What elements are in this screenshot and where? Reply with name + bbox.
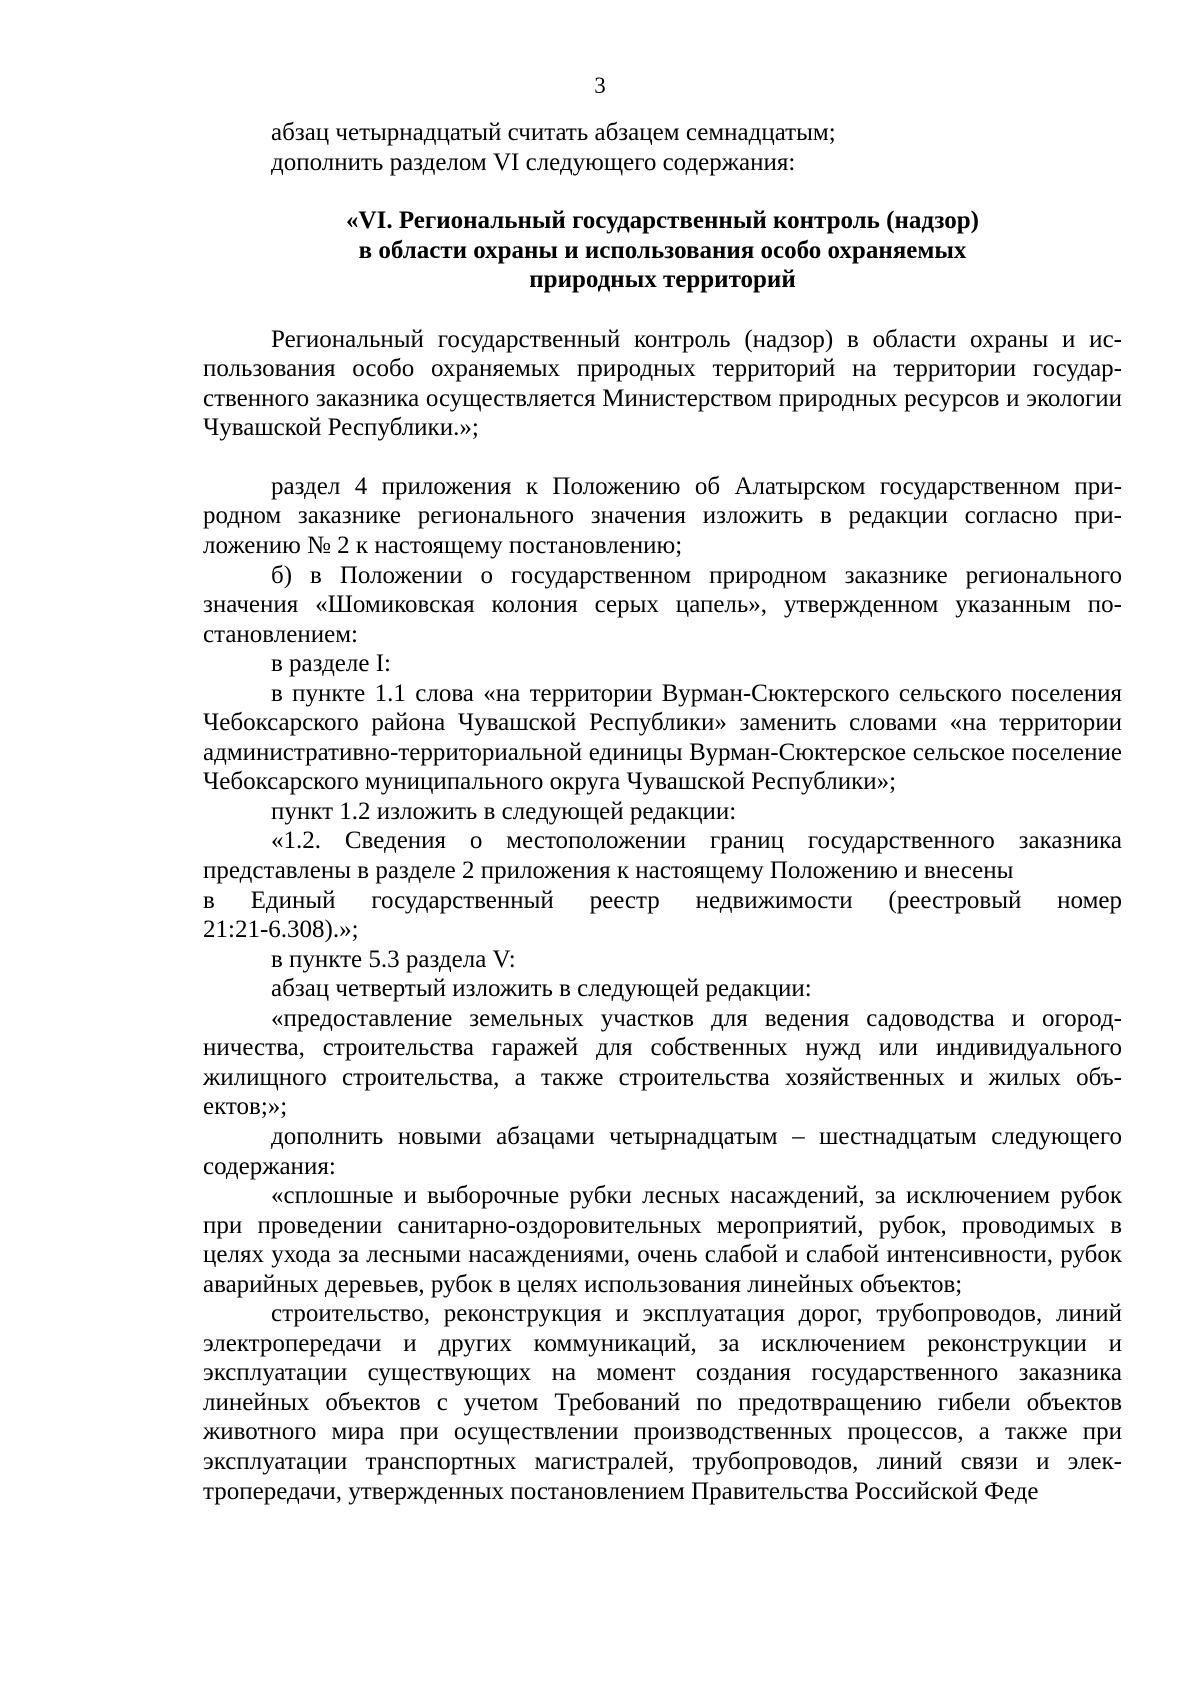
intro-line-1: абзац четырнадцатый считать абзацем семнадцатым; bbox=[271, 119, 836, 146]
paragraph-item-1-2-text: «1.2. Сведения о местоположении границ государственного заказника представлены в разделе 2 приложения к настоящему Положению и внесены bbox=[203, 827, 1122, 885]
paragraph-item-5-3: в пункте 5.3 раздела V: bbox=[271, 945, 516, 973]
paragraph-item-1-1: в пункте 1.1 слова «на территории Вурман-Сюктерского сельского поселения Чебоксарского района Чувашской Республики» заменить словами «на территории административно-территориальной единицы Вурман-Сюктерское сельское поселение Чебоксарского муниципального округа Чувашской Республики»; bbox=[203, 679, 1122, 796]
section-heading-line-2: в области охраны и использования особо охраняемых bbox=[358, 236, 967, 264]
paragraph-land-provision: «предоставление земельных участков для ведения садоводства и огородничества, строительства гаражей для собственных нужд или индивидуального жилищного строительства, а также строительства хозяйственных и жилых объектов;»; bbox=[203, 1004, 1122, 1121]
paragraph-section-one: в разделе I: bbox=[271, 650, 391, 678]
paragraph-registry-line: в Единый государственный реестр недвижимости (реестровый номер bbox=[203, 886, 1122, 914]
paragraph-fourth-subparagraph: абзац четвертый изложить в следующей редакции: bbox=[271, 975, 812, 1003]
section-heading bbox=[203, 206, 1122, 295]
section-heading-line-3: природных территорий bbox=[529, 266, 796, 294]
intro-line-2: дополнить разделом VI следующего содержания: bbox=[271, 148, 796, 176]
document-body bbox=[203, 118, 1122, 1506]
paragraph-alatyr-section: раздел 4 приложения к Положению об Алатырском государственном природном заказнике регионального значения изложить в редакции согласно приложению № 2 к настоящему постановлению; bbox=[203, 472, 1122, 560]
paragraph-item-1-2-intro: пункт 1.2 изложить в следующей редакции: bbox=[271, 797, 737, 825]
paragraph-forest-cutting: «сплошные и выборочные рубки лесных насаждений, за исключением рубок при проведении санитарно-оздоровительных мероприятий, рубок, проводимых в целях ухода за лесными насаждениями, очень слабой и слабой интенсивности, рубок аварийных деревьев, рубок в целях использования линейных объектов; bbox=[203, 1182, 1122, 1298]
paragraph-new-subparagraphs: дополнить новыми абзацами четырнадцатым – шестнадцатым следующего содержания: bbox=[203, 1122, 1122, 1180]
paragraph-registry-number: 21:21-6.308).»; bbox=[203, 916, 359, 944]
paragraph-infrastructure: строительство, реконструкция и эксплуатация дорог, трубопроводов, линий электропередачи и других коммуникаций, за исключением реконструкции и эксплуатации существующих на момент создания государственного заказника линейных объектов с учетом Требований по предотвращению гибели объектов животного мира при осуществлении производственных процессов, а также при эксплуатации транспортных магистралей, трубопроводов, линий связи и электропередачи, утвержденных постановлением Правительства Российской Феде bbox=[203, 1300, 1122, 1505]
paragraph-shomikov-regulation: б) в Положении о государственном природном заказнике регионального значения «Шомиковская колония серых цапель», утвержденном указанным постановлением: bbox=[203, 561, 1122, 648]
page-number: 3 bbox=[594, 73, 606, 98]
section-heading-line-1: «VI. Региональный государственный контроль (надзор) bbox=[346, 207, 979, 235]
paragraph-control-authority: Региональный государственный контроль (надзор) в области охраны и использования особо охраняемых природных территорий на территории государственного заказника осуществляется Министерством природных ресурсов и экологии Чувашской Республики.»; bbox=[203, 325, 1122, 442]
paragraph-gap bbox=[203, 443, 1122, 472]
